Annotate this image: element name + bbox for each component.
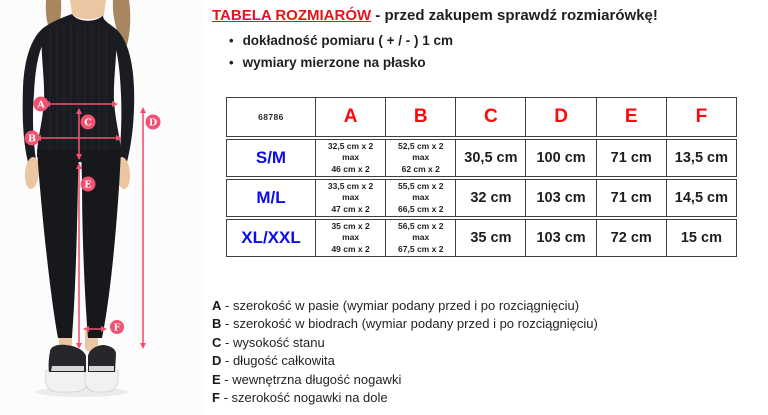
column-header-e: E [596, 98, 666, 136]
cell-f: 15 cm [666, 220, 736, 256]
page-title-highlight: TABELA ROZMIARÓW [212, 7, 372, 24]
table-row [226, 179, 737, 217]
size-label: S/M [255, 148, 287, 167]
legend-text: - szerokość nogawki na dole [223, 390, 388, 406]
note-text: dokładność pomiaru ( + / - ) 1 cm [242, 33, 453, 48]
legend-text: - szerokość w biodrach (wymiar podany przed i po rozciągnięciu) [225, 316, 598, 332]
bullet-icon: • [229, 33, 234, 48]
marker-letter-b: B [27, 133, 37, 145]
column-header-d: D [525, 98, 595, 136]
cell-line: 32,5 cm x 2 [327, 141, 374, 152]
legend-letter: F [212, 390, 220, 406]
note-item [229, 33, 762, 48]
legend-letter: B [212, 316, 222, 332]
cell-line: 46 cm x 2 [331, 163, 370, 174]
cell-b [385, 180, 455, 216]
cell-d: 103 cm [525, 180, 595, 216]
legend-item [212, 352, 598, 370]
cell-line: max [342, 232, 360, 243]
cell-f: 14,5 cm [666, 180, 736, 216]
cell-f: 13,5 cm [666, 140, 736, 176]
table-header-row [226, 97, 737, 137]
cell-line: 52,5 cm x 2 [398, 141, 444, 152]
sneakers [45, 345, 118, 392]
cell-line: 49 cm x 2 [331, 243, 370, 254]
table-row [226, 219, 737, 257]
page-title [212, 7, 762, 24]
cell-d: 100 cm [525, 140, 595, 176]
marker-letter-e: E [84, 179, 92, 191]
page-title-rest: - przed zakupem sprawdź rozmiarówkę! [371, 7, 658, 24]
notes-list [212, 33, 762, 70]
size-label: M/L [256, 188, 286, 207]
cell-e: 71 cm [596, 140, 666, 176]
cell-d: 103 cm [525, 220, 595, 256]
table-row [226, 139, 737, 177]
cell-a [315, 180, 385, 216]
cell-e: 72 cm [596, 220, 666, 256]
measurement-legend [212, 297, 598, 407]
legend-text: - wewnętrzna długość nogawki [224, 371, 402, 387]
marker-letter-c: C [84, 117, 92, 129]
legend-item [212, 371, 598, 389]
cell-line: 47 cm x 2 [331, 203, 370, 214]
cell-line: max [412, 152, 430, 163]
size-label: XL/XXL [241, 228, 301, 247]
cell-line: 62 cm x 2 [401, 163, 440, 174]
cell-b [385, 220, 455, 256]
note-text: wymiary mierzone na płasko [242, 55, 426, 70]
cell-line: max [342, 152, 360, 163]
cell-line: 35 cm x 2 [331, 221, 370, 232]
cell-line: 55,5 cm x 2 [398, 181, 444, 192]
cell-line: 67,5 cm x 2 [398, 243, 444, 254]
size-table [226, 97, 737, 259]
header-block [212, 7, 762, 77]
legend-text: - szerokość w pasie (wymiar podany przed i po rozciągnięciu) [225, 298, 580, 313]
legend-text: - wysokość stanu [225, 334, 325, 350]
column-header-a: A [315, 98, 385, 136]
legend-item [212, 334, 598, 352]
cell-c: 30,5 cm [455, 140, 525, 176]
marker-letter-f: F [113, 322, 121, 334]
cell-a [315, 220, 385, 256]
cell-line: 33,5 cm x 2 [327, 181, 374, 192]
cell-line: max [342, 192, 360, 203]
legend-item [212, 389, 598, 407]
legend-letter: E [212, 371, 221, 387]
cell-line: max [412, 232, 430, 243]
legend-letter: D [212, 353, 222, 369]
legend-letter: A [212, 298, 222, 313]
cell-line: 66,5 cm x 2 [398, 203, 444, 214]
product-code: 68786 [258, 112, 284, 122]
column-header-c: C [455, 98, 525, 136]
marker-letter-d: D [148, 117, 158, 129]
column-header-f: F [666, 98, 736, 136]
cell-b [385, 140, 455, 176]
product-photo [0, 0, 205, 415]
cell-c: 32 cm [455, 180, 525, 216]
cell-line: max [412, 192, 430, 203]
legend-letter: C [212, 334, 222, 350]
marker-letter-a: A [37, 99, 45, 111]
legend-item [212, 315, 598, 333]
legend-text: - długość całkowita [225, 353, 335, 369]
note-item [229, 55, 762, 70]
cell-e: 71 cm [596, 180, 666, 216]
legend-item [212, 297, 598, 315]
cell-line: 56,5 cm x 2 [398, 221, 444, 232]
cell-a [315, 140, 385, 176]
cell-c: 35 cm [455, 220, 525, 256]
column-header-b: B [385, 98, 455, 136]
bullet-icon: • [229, 55, 234, 70]
